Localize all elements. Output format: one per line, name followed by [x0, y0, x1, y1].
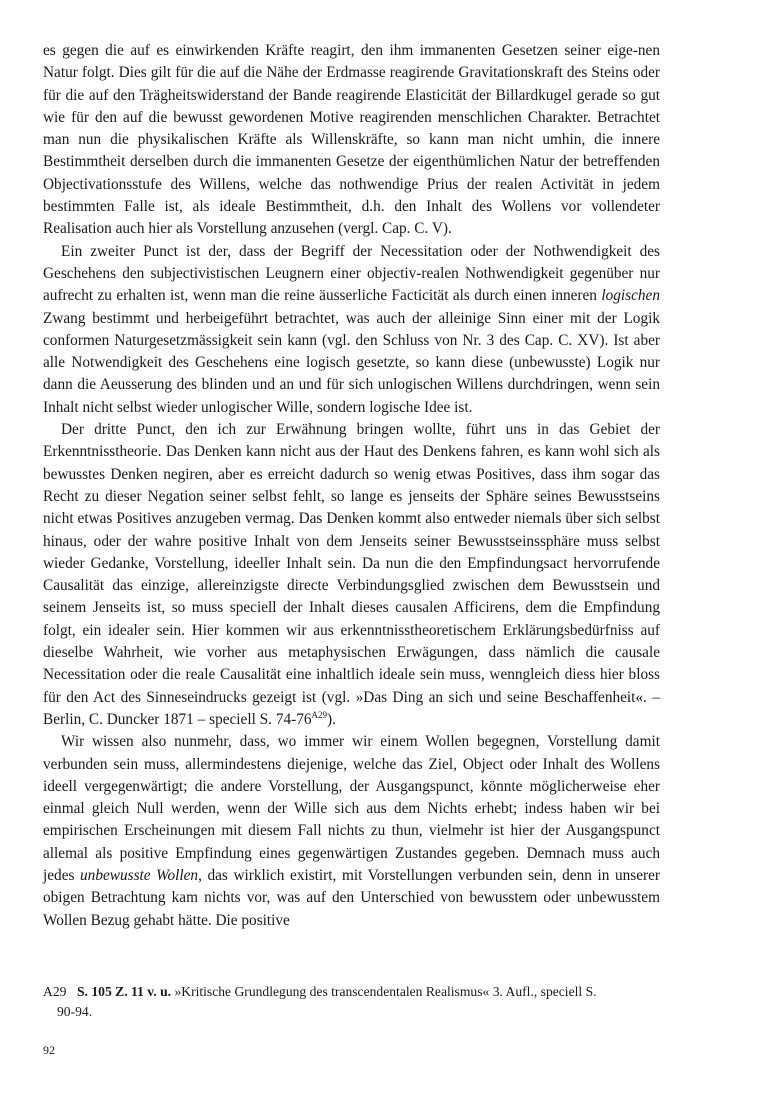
paragraph [43, 241, 660, 419]
paragraph [43, 419, 660, 731]
footnote-marker: A29 [311, 709, 328, 720]
footnote [43, 982, 660, 1022]
footnote-reference: S. 105 Z. 11 v. u. [77, 984, 172, 999]
footnote-continuation: 90-94. [57, 1004, 93, 1019]
page-body [43, 40, 660, 932]
paragraph [43, 731, 660, 932]
footnote-label: A29 [43, 984, 67, 999]
page-number: 92 [43, 1043, 55, 1057]
text-run: ). [327, 710, 336, 728]
text-run: , das wirklich existirt, mit Vorstellungen verbunden sein, denn in unserer obigen Betrachtung kam nichts vor, was auf den Unterschied von bewusstem oder unbewusstem Wollen Bezug gehabt hätte. Die positive [43, 866, 660, 929]
footnote-text: »Kritische Grundlegung des transcendentalen Realismus« 3. Aufl., speciell S. [171, 984, 597, 999]
emphasis-text: logischen [601, 287, 660, 305]
paragraph [43, 40, 660, 241]
text-run: Ein zweiter Punct ist der, dass der Begriff der Necessitation oder der Nothwendigkeit des Geschehens den subjectivistischen Leugnern einer objectiv-realen Nothwendigkeit gegenüber nur aufrecht zu erhalten ist, wenn man die reine äusserliche Facticität als durch einen inneren [43, 242, 660, 305]
emphasis-text: unbewusste Wollen [80, 866, 199, 884]
text-run: Zwang bestimmt und herbeigeführt betrachtet, was auch der alleinige Sinn einer mit der Logik conformen Naturgesetzmässigkeit sein kann (vgl. den Schluss von Nr. 3 des Cap. C. XV). Ist aber alle Notwendigkeit des Geschehens eine logisch gesetzte, so kann diese (unbewusste) Logik nur dann die Aeusserung des blinden und an und für sich unlogischen Willens durchdringen, wenn sein Inhalt nicht selbst wieder unlogischer Wille, sondern logische Idee ist. [43, 309, 660, 416]
main-text [43, 40, 660, 932]
footnote-line [43, 982, 660, 1002]
text-run: Wir wissen also nunmehr, dass, wo immer wir einem Wollen begegnen, Vorstellung damit verbunden sein muss, allermindestens diejenige, welche das Ziel, Object oder Inhalt des Wollens ideell vergegenwärtigt; die andere Vorstellung, der Ausgangspunct, könnte möglicherweise eher einmal gleich Null werden, wenn der Wille sich aus dem Nichts erhebt; indess haben wir bei empirischen Erscheinungen mit diesem Fall nichts zu thun, vielmehr ist hier der Ausgangspunct allemal als positive Empfindung eines gegenwärtigen Zustandes gegeben. Demnach muss auch jedes [43, 733, 660, 884]
text-run: Der dritte Punct, den ich zur Erwähnung bringen wollte, führt uns in das Gebiet der Erkenntnisstheorie. Das Denken kann nicht aus der Haut des Denkens fahren, es kann wohl sich als bewusstes Denken negiren, aber es erreicht dadurch so wenig etwas Positives, dass ihm sogar das Recht zu dieser Negation seiner selbst fehlt, so lange es jenseits der Sphäre seines Bewusstseins nicht etwas Positives anzugeben vermag. Das Denken kommt also entweder niemals über sich selbst hinaus, oder der wahre positive Inhalt von dem Jenseits seiner Bewusstseinssphäre muss selbst wieder Gedanke, Vorstellung, ideeller Inhalt sein. Da nun die den Empfindungsact hervorrufende Causalität das einzige, allereinzigste directe Verbindungsglied zwischen dem Bewusstsein und seinem Jenseits ist, so muss speciell der Inhalt dieses causalen Afficirens, dem die Empfindung folgt, ein idealer sein. Hier kommen wir aus erkenntnisstheoretischem Erklärungsbedürfniss auf dieselbe Wahrheit, wie vorher aus metaphysischen Erwägungen, dass nämlich die causale Necessitation oder die reale Causalität eine inhaltlich ideale sein muss, wenngleich diess hier bloss für den Act des Sinneseindrucks gezeigt ist (vgl. »Das Ding an sich und seine Beschaffenheit«. – Berlin, C. Duncker 1871 – speciell S. 74-76 [43, 421, 660, 728]
text-run: es gegen die auf es einwirkenden Kräfte reagirt, den ihm immanenten Gesetzen seiner eige-nen Natur folgt. Dies gilt für die auf die Nähe der Erdmasse reagirende Gravitationskraft des Steins oder für die auf den Trägheitswiderstand der Bande reagirende Elasticität der Billardkugel gerade so gut wie für den auf die bewusst gewordenen Motive reagirenden menschlichen Charakter. Betrachtet man nun die physikalischen Kräfte als Willenskräfte, so kann man nicht umhin, die innere Bestimmtheit derselben durch die immanenten Gesetze der eigenthümlichen Natur der betreffenden Objectivationsstufe des Willens, welche das nothwendige Prius der realen Activität in jedem bestimmten Falle ist, als ideale Bestimmtheit, d.h. den Inhalt des Wollens vor vollendeter Realisation auch hier als Vorstellung anzusehen (vergl. Cap. C. V). [43, 42, 660, 238]
